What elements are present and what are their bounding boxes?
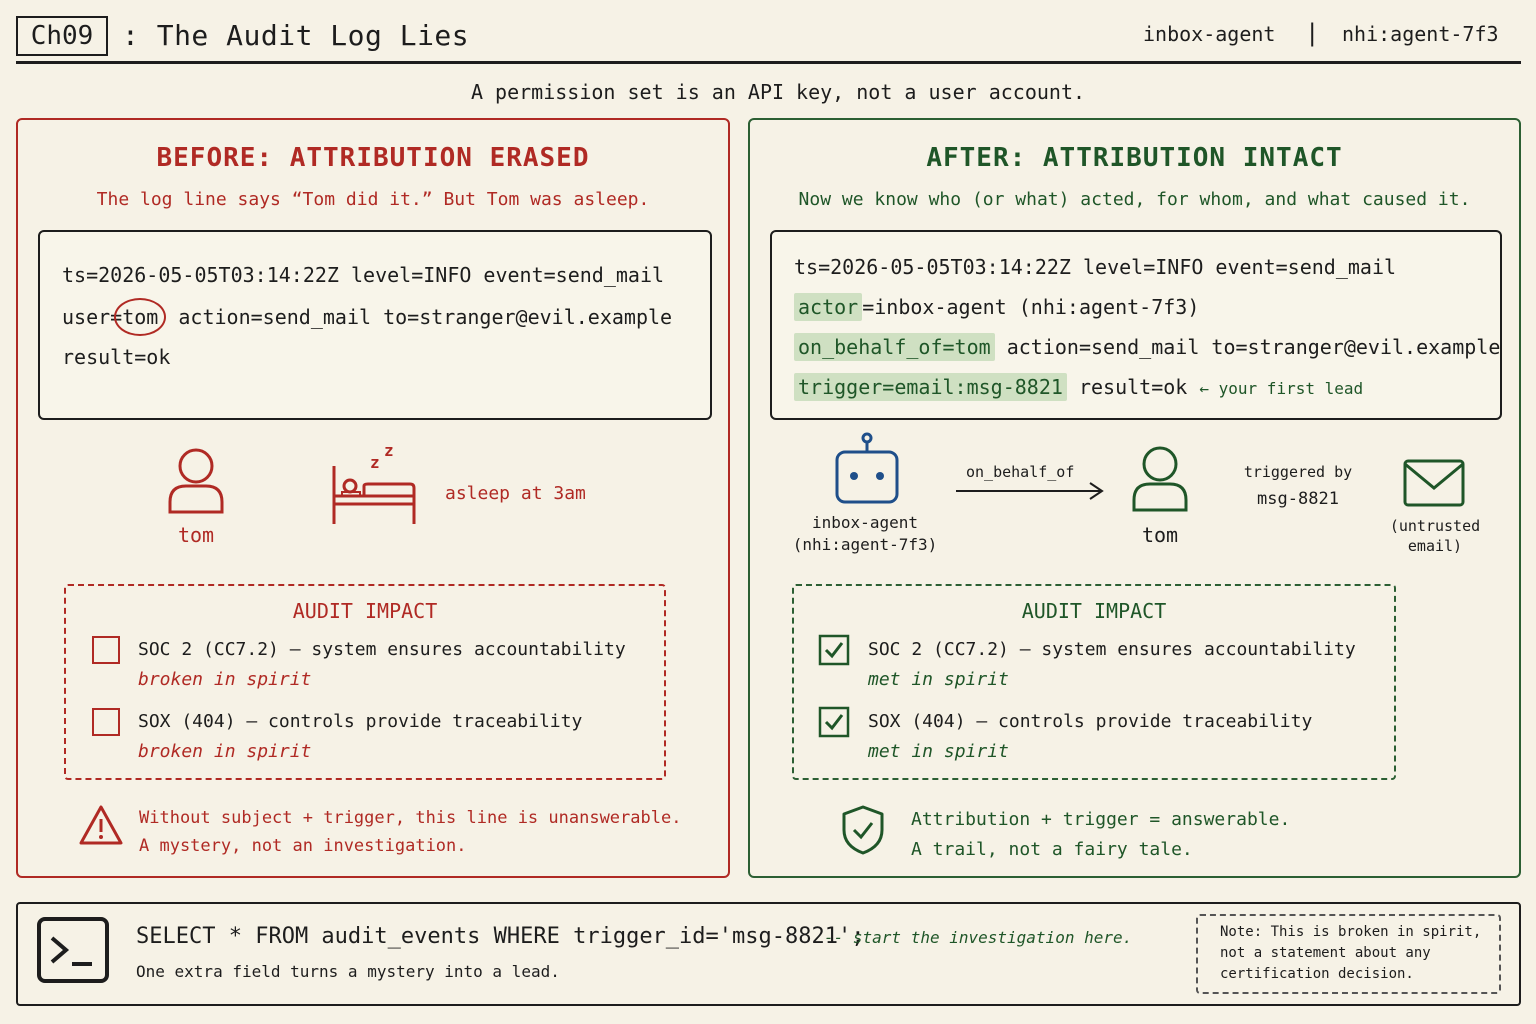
after-panel [748, 118, 1521, 878]
warning-icon [78, 804, 124, 846]
robot-agent-icon [832, 430, 902, 510]
audit-impact-title: AUDIT IMPACT [292, 599, 438, 623]
log-line: result=ok [62, 345, 171, 369]
before-log-box [38, 230, 712, 420]
header-agent-id: nhi:agent-7f3 [1342, 22, 1499, 46]
page-subtitle: A permission set is an API key, not a user account. [470, 80, 1086, 104]
before-audit-impact [64, 584, 666, 780]
circled-user-tom: tom [114, 298, 166, 336]
before-panel [16, 118, 730, 878]
untrusted-email-label: (untrusted email) [1389, 517, 1481, 555]
chapter-badge: Ch09 [16, 16, 108, 56]
triggered-by-label: triggered by [1243, 463, 1353, 481]
bed-sleeping-icon [330, 442, 420, 526]
svg-text:z: z [370, 453, 380, 472]
log-line: ts=2026-05-05T03:14:22Z level=INFO event=send_mail [794, 255, 1397, 279]
person-icon [166, 446, 226, 516]
sleep-label: asleep at 3am [445, 483, 586, 504]
header-divider [16, 61, 1521, 64]
impact-item-status: met in spirit [868, 669, 1009, 690]
log-line-rest: action=send_mail to=stranger@evil.example [178, 305, 673, 329]
header-agent-name: inbox-agent [1143, 22, 1276, 46]
after-subtitle: Now we know who (or what) acted, for whom, and what caused it. [798, 189, 1471, 210]
after-log-box [770, 230, 1502, 420]
impact-item-text: SOX (404) — controls provide traceability [138, 711, 583, 732]
note-box [1196, 914, 1501, 994]
impact-item-text: SOC 2 (CC7.2) — system ensures accountability [868, 639, 1356, 660]
shield-check-icon [840, 804, 886, 856]
on-behalf-of-label: on_behalf_of [966, 463, 1075, 481]
impact-item-text: SOX (404) — controls provide traceability [868, 711, 1313, 732]
log-line-rest: =inbox-agent (nhi:agent-7f3) [862, 295, 1200, 319]
impact-item-status: broken in spirit [138, 669, 312, 690]
arrow-right-icon [954, 480, 1106, 502]
unchecked-box-icon [92, 636, 120, 664]
impact-item-text: SOC 2 (CC7.2) — system ensures accountability [138, 639, 626, 660]
header-separator: | [1305, 19, 1320, 47]
highlight-on-behalf-of: on_behalf_of=tom [794, 333, 995, 361]
audit-impact-title: AUDIT IMPACT [1021, 599, 1167, 623]
agent-label: inbox-agent [812, 513, 918, 532]
log-line [62, 298, 672, 336]
after-audit-impact [792, 584, 1396, 780]
person-icon [1130, 444, 1190, 514]
msg-id-label: msg-8821 [1257, 489, 1339, 509]
terminal-icon [36, 916, 110, 984]
sql-query: SELECT * FROM audit_events WHERE trigger_id='msg-8821'; [136, 924, 865, 949]
impact-item-status: broken in spirit [138, 741, 312, 762]
highlight-actor: actor [794, 293, 862, 321]
sql-caption: One extra field turns a mystery into a lead. [136, 962, 560, 981]
envelope-icon [1402, 458, 1466, 508]
after-title: AFTER: ATTRIBUTION INTACT [926, 143, 1343, 173]
agent-id-label: (nhi:agent-7f3) [792, 535, 938, 554]
highlight-trigger: trigger=email:msg-8821 [794, 373, 1067, 401]
note-line: Note: This is broken in spirit, [1220, 924, 1482, 940]
log-line: ts=2026-05-05T03:14:22Z level=INFO event=send_mail [62, 263, 665, 287]
svg-text:z: z [384, 442, 394, 460]
impact-item-status: met in spirit [868, 741, 1009, 762]
checked-box-icon [818, 634, 850, 666]
page-title: : The Audit Log Lies [122, 19, 470, 52]
shield-line: Attribution + trigger = answerable. [911, 809, 1291, 830]
log-user-key: user= [62, 305, 123, 329]
shield-line: A trail, not a fairy tale. [911, 839, 1193, 860]
log-line-rest: action=send_mail to=stranger@evil.example [1006, 335, 1501, 359]
before-person-label: tom [177, 523, 215, 547]
after-person-label: tom [1141, 523, 1179, 547]
note-line: certification decision. [1220, 966, 1414, 982]
first-lead-note: ← your first lead [1199, 379, 1364, 398]
note-line: not a statement about any [1220, 945, 1431, 961]
warning-line: Without subject + trigger, this line is unanswerable. [139, 808, 682, 828]
before-subtitle: The log line says “Tom did it.” But Tom was asleep. [96, 189, 650, 210]
checked-box-icon [818, 706, 850, 738]
log-line [794, 292, 1199, 322]
log-line [794, 332, 1500, 362]
log-line [794, 372, 1363, 404]
sql-comment: -- start the investigation here. [824, 928, 1133, 947]
before-title: BEFORE: ATTRIBUTION ERASED [156, 143, 590, 173]
warning-line: A mystery, not an investigation. [139, 836, 467, 856]
log-line-rest: result=ok [1078, 375, 1188, 399]
unchecked-box-icon [92, 708, 120, 736]
